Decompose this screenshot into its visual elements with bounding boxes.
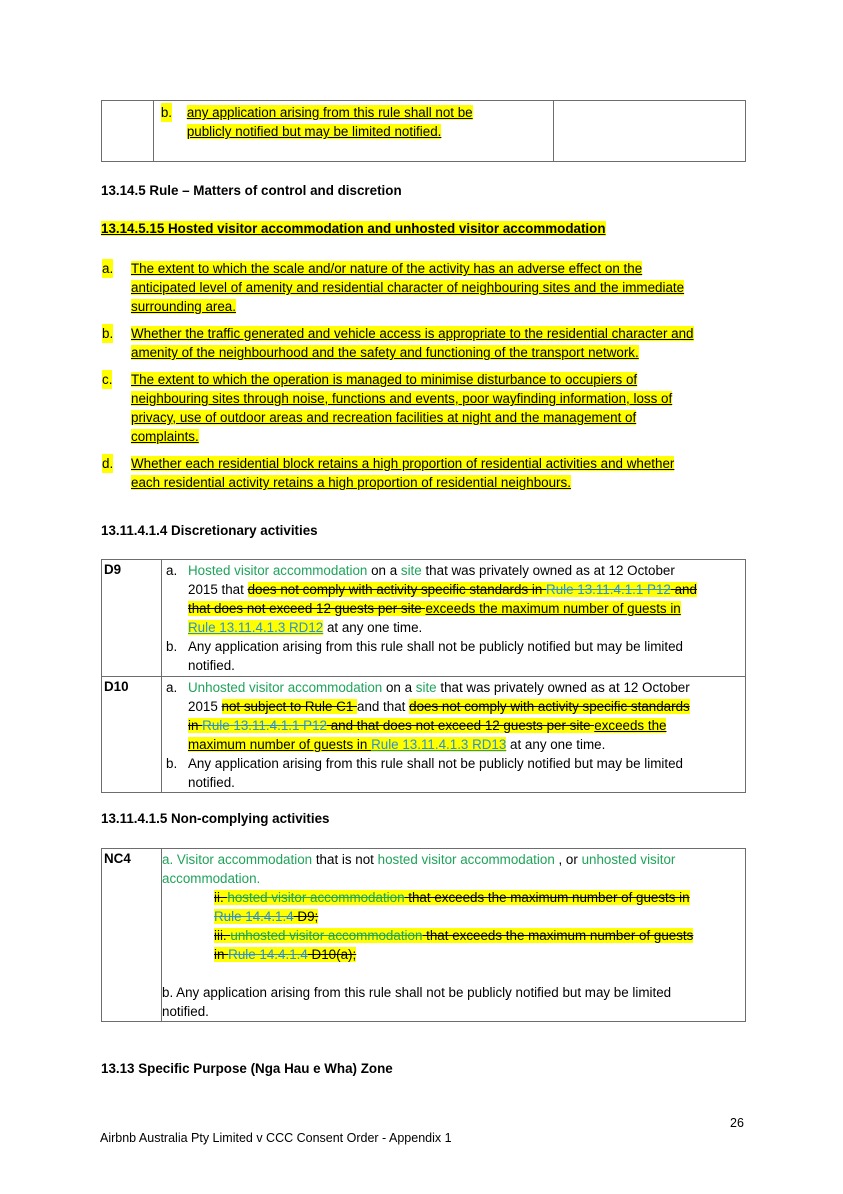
- criteria-line: each residential activity retains a high proportion of residential neighbours.: [131, 475, 571, 490]
- discretionary-activities-table: [101, 559, 746, 793]
- text-run: , or: [554, 852, 582, 867]
- d10-item-b: [162, 754, 745, 792]
- activity-rule-cell: [162, 677, 746, 793]
- deleted-text: does not comply with activity specific standards in: [247, 582, 547, 597]
- text-run: notified.: [188, 775, 235, 790]
- d10-item-a: [162, 678, 745, 754]
- nc4-item-ii: [162, 888, 745, 926]
- deleted-text: ii.: [214, 890, 228, 905]
- section-heading-matters-of-control: 13.14.5 Rule – Matters of control and discretion: [101, 183, 402, 198]
- nc4-item-b: [162, 983, 745, 1021]
- criteria-line: Whether each residential block retains a high proportion of residential activities and whether: [131, 456, 675, 471]
- deleted-text: D10(a);: [307, 947, 357, 962]
- text-run: on a: [382, 680, 416, 695]
- deleted-text: iii.: [214, 928, 231, 943]
- text-run: b. Any application arising from this rule shall not be publicly notified but may be limited: [162, 985, 672, 1000]
- activity-rule-cell: [162, 849, 746, 1022]
- defined-term: Hosted visitor accommodation: [188, 563, 368, 578]
- criteria-item-d: [102, 454, 747, 492]
- item-marker: c.: [102, 372, 113, 387]
- inserted-text: exceeds the maximum number of guests in: [425, 601, 681, 616]
- defined-term: Unhosted visitor accommodation: [188, 680, 383, 695]
- top-table-empty-cell: [102, 101, 154, 162]
- deleted-text: that does not exceed 12 guests per site: [188, 601, 426, 616]
- deleted-defined-term: hosted visitor accommodation: [227, 890, 405, 905]
- table-row-d9: [102, 560, 746, 677]
- text-run: Any application arising from this rule shall not be publicly notified but may be limited: [188, 639, 683, 654]
- page-number: 26: [730, 1116, 744, 1130]
- top-table-right-cell: [553, 101, 745, 162]
- text-run: and that: [357, 699, 410, 714]
- defined-term: accommodation.: [162, 871, 261, 886]
- item-marker: a.: [166, 563, 178, 578]
- table-row-d10: [102, 677, 746, 793]
- top-rule-table: [101, 100, 746, 162]
- text-run: 2015 that: [188, 582, 248, 597]
- deleted-text: does not comply with activity specific standards: [409, 699, 690, 714]
- deleted-text: and that does not exceed 12 guests per site: [326, 718, 595, 733]
- deleted-text: in: [188, 718, 203, 733]
- item-marker: d.: [102, 456, 114, 471]
- activity-code: D10: [104, 679, 129, 694]
- text-run: that was privately owned as at 12 October: [436, 680, 690, 695]
- inserted-rule-link[interactable]: Rule 13.11.4.1.3 RD13: [371, 737, 507, 752]
- item-marker: a.: [102, 261, 114, 276]
- top-table-rule-cell: [153, 101, 553, 162]
- criteria-list: [102, 259, 747, 492]
- text-run: at any one time.: [323, 620, 423, 635]
- criteria-line: The extent to which the scale and/or nature of the activity has an adverse effect on the: [131, 261, 643, 276]
- top-table-line-1: any application arising from this rule shall not be: [186, 105, 473, 120]
- text-run: that is not: [312, 852, 378, 867]
- item-marker: a.: [166, 680, 178, 695]
- footer-text: Airbnb Australia Pty Limited v CCC Consent Order - Appendix 1: [100, 1131, 452, 1145]
- item-marker: a.: [162, 852, 177, 867]
- text-run: at any one time.: [506, 737, 606, 752]
- d9-item-a: [162, 561, 745, 637]
- criteria-line: Whether the traffic generated and vehicle access is appropriate to the residential character and: [131, 326, 694, 341]
- criteria-item-a: [102, 259, 747, 316]
- activity-code-cell: [102, 560, 162, 677]
- text-run: on a: [367, 563, 401, 578]
- activity-code: NC4: [104, 851, 131, 866]
- item-marker: b.: [102, 326, 114, 341]
- section-heading-visitor-accommodation: [101, 221, 606, 236]
- inserted-text: maximum number of guests in: [188, 737, 372, 752]
- deleted-defined-term: unhosted visitor accommodation: [230, 928, 423, 943]
- text-run: notified.: [188, 658, 235, 673]
- table-row-nc4: [102, 849, 746, 1022]
- criteria-line: complaints.: [131, 429, 199, 444]
- text-run: Any application arising from this rule shall not be publicly notified but may be limited: [188, 756, 683, 771]
- defined-term: Visitor accommodation: [176, 852, 313, 867]
- section-heading-discretionary: 13.11.4.1.4 Discretionary activities: [101, 523, 318, 538]
- item-marker: b.: [166, 639, 178, 654]
- inserted-text: exceeds the: [594, 718, 667, 733]
- criteria-line: The extent to which the operation is managed to minimise disturbance to occupiers of: [131, 372, 638, 387]
- criteria-item-b: [102, 324, 747, 362]
- heading-text: 13.14.5.15 Hosted visitor accommodation and unhosted visitor accommodation: [101, 221, 606, 236]
- non-complying-activities-table: [101, 848, 746, 1022]
- activity-code-cell: [102, 849, 162, 1022]
- section-heading-non-complying: 13.11.4.1.5 Non-complying activities: [101, 811, 330, 826]
- section-heading-specific-purpose-zone: 13.13 Specific Purpose (Nga Hau e Wha) Zone: [101, 1061, 393, 1076]
- top-table-item-b: [154, 103, 553, 141]
- criteria-line: surrounding area.: [131, 299, 236, 314]
- criteria-line: anticipated level of amenity and residential character of neighbouring sites and the immediate: [131, 280, 685, 295]
- text-run: notified.: [162, 1004, 209, 1019]
- deleted-text: not subject to Rule C1: [221, 699, 357, 714]
- nc4-item-iii: [162, 926, 745, 964]
- criteria-line: neighbouring sites through noise, functions and events, poor wayfinding information, loss of: [131, 391, 673, 406]
- deleted-rule-link[interactable]: Rule 13.11.4.1.1 P12: [546, 582, 671, 597]
- activity-code: D9: [104, 562, 122, 577]
- deleted-text: in: [214, 947, 229, 962]
- defined-term: site: [415, 680, 437, 695]
- deleted-text: D9;: [293, 909, 319, 924]
- criteria-line: amenity of the neighbourhood and the safety and functioning of the transport network.: [131, 345, 639, 360]
- activity-code-cell: [102, 677, 162, 793]
- deleted-rule-link[interactable]: Rule 14.4.1.4: [228, 947, 308, 962]
- deleted-text: that exceeds the maximum number of guests: [422, 928, 694, 943]
- deleted-rule-link[interactable]: Rule 14.4.1.4: [214, 909, 294, 924]
- defined-term: hosted visitor accommodation: [377, 852, 555, 867]
- deleted-text: and: [670, 582, 697, 597]
- deleted-text: that exceeds the maximum number of guests in: [404, 890, 690, 905]
- d9-item-b: [162, 637, 745, 675]
- criteria-line: privacy, use of outdoor areas and recreation facilities at night and the management of: [131, 410, 637, 425]
- nc4-item-a: [162, 850, 745, 888]
- text-run: 2015: [188, 699, 222, 714]
- top-table-line-2: publicly notified but may be limited notified.: [186, 124, 442, 139]
- activity-rule-cell: [162, 560, 746, 677]
- item-marker: b.: [166, 756, 178, 771]
- text-run: that was privately owned as at 12 October: [421, 563, 675, 578]
- defined-term: site: [400, 563, 422, 578]
- deleted-rule-link[interactable]: Rule 13.11.4.1.1 P12: [202, 718, 327, 733]
- criteria-item-c: [102, 370, 747, 446]
- defined-term: unhosted visitor: [581, 852, 676, 867]
- inserted-rule-link[interactable]: Rule 13.11.4.1.3 RD12: [188, 620, 324, 635]
- item-marker: b.: [160, 105, 172, 120]
